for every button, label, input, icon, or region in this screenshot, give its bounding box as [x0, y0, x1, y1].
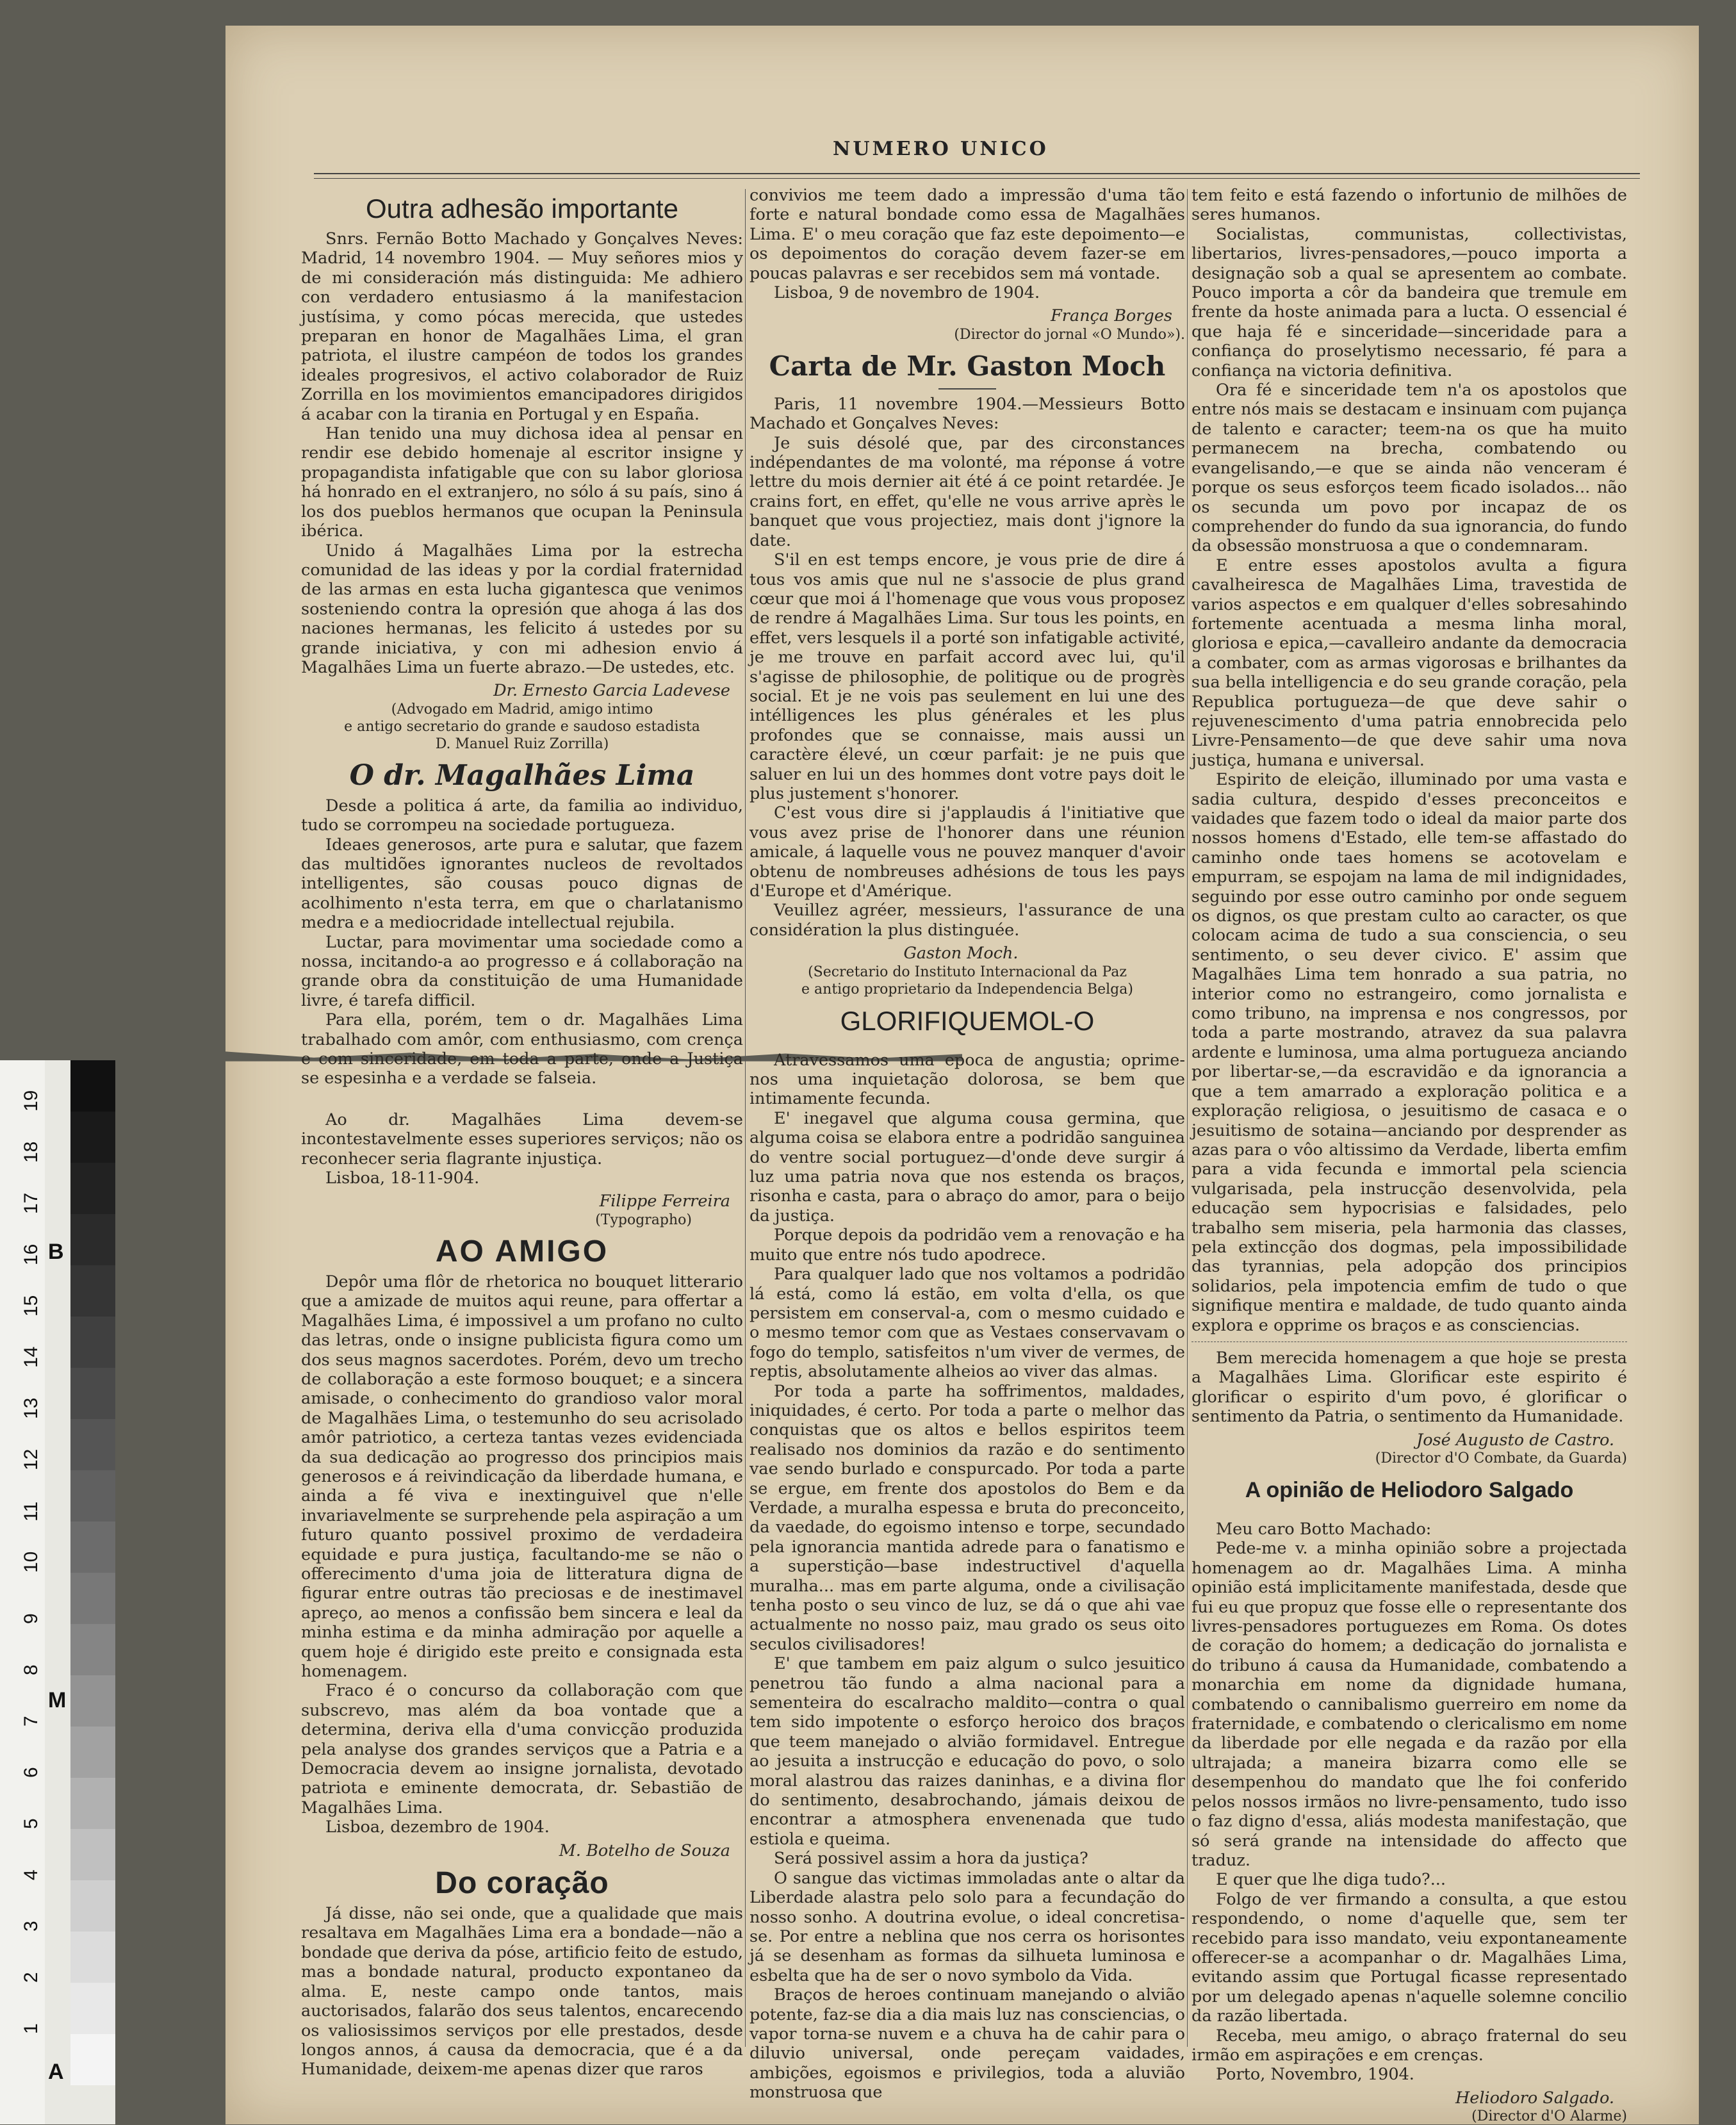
paragraph: Socialistas, communistas, collectivistas, libertarios, livres-pensadores,—pouco importa a designação sob a qual se apresentem ao combate. Pouco importa a côr da bandeira que tremule em frente da hoste animada para a lucta. O essencial é que haja fé e sinceridade—sinceridade para a confiança do proselytismo necessario, fé para a confiança na victoria definitiva.: [1191, 224, 1627, 381]
paragraph: Ao dr. Magalhães Lima devem-se incontestavelmente esses superiores serviços; não os reconhecer seria flagrante injustiça.: [301, 1110, 743, 1169]
paragraph: Snrs. Fernão Botto Machado y Gonçalves Neves: Madrid, 14 novembro 1904. — Muy señores mios y de mi consideración más distinguida: Me adhiero con verdadero entusiasmo á la manifestacion justísima, y como pócas merecida, que ustedes preparan en honor de Magalhães Lima, el gran patriota, el ilustre campéon de todos los grandes ideales progresivos, el activo colaborador de Ruiz Zorrilla en los movimientos emancipadores dirigidos á acabar con la tirania en Portugal y en España.: [301, 229, 743, 424]
column-divider: [745, 189, 746, 2047]
signature-note: (Director d'O Alarme): [1471, 2108, 1627, 2125]
signature-note: (Director d'O Combate, da Guarda): [1375, 1450, 1627, 1466]
signature-note: (Advogado em Madrid, amigo intimo: [391, 701, 653, 718]
dateline: Lisboa, 18-11-904.: [325, 1169, 480, 1188]
ruler-number: 19: [20, 1090, 42, 1112]
paragraph: Ora fé e sinceridade tem n'a os apostolos que entre nós mais se destacam e insinuam com pujança de talento e caracter; teem-na os que ha muito permanecem na brecha, combatendo ou evangelisando,—e que se ainda não venceram é porque os seus esforços teem ficado isolados... não os secunda um povo por incapaz de os comprehender do fundo da sua ignorancia, do fundo da obsessão monstruosa a que o condemnaram.: [1191, 381, 1627, 556]
column-3: [1191, 186, 1627, 2125]
ruler-number: 16: [20, 1243, 42, 1265]
paragraph: C'est vous dire si j'applaudis á l'initiative que vous avez prise de l'honorer dans une réunion amicale, á laquelle vous ne pouvez manquer d'avoir obtenu de nombreuses adhésions de tous les pays d'Europe et d'Amérique.: [749, 803, 1185, 901]
signature: M. Botelho de Souza: [559, 1841, 730, 1860]
paragraph: Paris, 11 novembre 1904.—Messieurs Botto Machado et Gonçalves Neves:: [749, 394, 1185, 434]
paragraph: Para qualquer lado que nos voltamos a podridão lá está, como lá estão, em volta d'ella, os que persistem em conserval-a, com o mesmo cuidado e o mesmo temor com que as Vestaes conservavam o fogo do templo, satisfeitos n'um viver de vermes, de reptis, absolutamente alheios ao viver das almas.: [749, 1265, 1185, 1382]
paragraph: Espirito de eleição, illuminado por uma vasta e sadia cultura, despido d'esses preconceitos e vaidades que fazem todo o ideal da maior parte dos nossos homens d'Estado, elle tem-se affastado do caminho onde taes homens se acotovelam e empurram, se espojam na lama de mil indignidades, seguindo por esse outro caminho por onde seguem os dignos, os que prestam culto ao caracter, os que colocam acima de tudo a sua consciencia, o seu sentimento, o seu dever civico. E' assim que Magalhães Lima tem honrado a sua patria, no interior como no estrangeiro, como jornalista e como tribuno, na imprensa e nos congressos, por toda a parte mostrando, atravez da sua palavra ardente e luminosa, uma alma portugueza anciando por libertar-se,—da escravidão e da ignorancia a que a tem amarrado a exploração politica e a exploração religiosa, o jesuitismo de casaca e o jesuitismo de sotaina—anciando por desprender as azas para o vôo altissimo da Verdade, liberta emfim para a vida fecunda e immortal pela sciencia vulgarisada, pela instrucção desenvolvida, pela educação sem hypocrisias e falsidades, pelo trabalho sem miseria, pela harmonia das classes, pela extincção dos dogmas, pela impossibilidade das tyrannias, pela adopção dos principios solidarios, pela impotencia emfim de tudo o que signifique mentira e maldade, de tudo quanto ainda explora e opprime os braços e as consciencias.: [1191, 770, 1627, 1335]
paragraph: Pede-me v. a minha opinião sobre a projectada homenagem ao dr. Magalhães Lima. A minha opinião está implicitamente manifestada, desde que fui eu que propuz que fosse elle o representante dos livres-pensadores portuguezes em Roma. Os dotes de coração do homem; a dedicação do jornalista e do tribuno á causa da Humanidade, combatendo a monarchia em nome da dignidade humana, combatendo o cannibalismo guerreiro em nome da fraternidade, e combatendo o clericalismo em nome da liberdade por elle negada e da razão por ella ultrajada; a maneira bizarra como elle se desempenhou do mandato que lhe foi conferido pelos nossos irmãos no livre-pensamento, tudo isso o faz digno d'essa, aliás modesta manifestação, que só será grande na intensidade do affecto que traduz.: [1191, 1539, 1627, 1870]
masthead: NUMERO UNICO: [833, 138, 1049, 160]
signature-note: D. Manuel Ruiz Zorrilla): [435, 735, 609, 752]
article-title: Do coração: [435, 1866, 609, 1901]
signature: Filippe Ferreira: [599, 1192, 730, 1211]
paragraph: E' inegavel que alguma cousa germina, que alguma coisa se elabora entre a podridão sanguinea do ventre social portuguez—d'onde deve surgir á luz uma patria nova que nos estenda os braços, risonha e casta, para o abraço do amor, para o beijo da justiça.: [749, 1108, 1185, 1226]
ruler-letter: M: [48, 1688, 67, 1712]
paragraph: Já disse, não sei onde, que a qualidade que mais resaltava em Magalhães Lima era a bondade—não a bondade que deriva da póse, artificio feito de estudo, mas a bondade natural, producto expontaneo da alma. E, neste campo onde tantos, mais auctorisados, falarão dos seus talentos, encarecendo os valiosissimos serviços por elle prestados, desde longos annos, á causa da democracia, que é a da Humanidade, deixem-me apenas dizer que raros: [301, 1904, 743, 2080]
paragraph: tem feito e está fazendo o infortunio de milhões de seres humanos.: [1191, 186, 1627, 225]
paragraph: Han tenido una muy dichosa idea al pensar en rendir ese debido homenaje al escritor insigne y propagandista infatigable que con su labor gloriosa há honrado en el extranjero, no sólo á su país, sino á los dos pueblos hermanos que ocupan la Peninsula ibérica.: [301, 424, 743, 541]
paragraph: E entre esses apostolos avulta a figura cavalheiresca de Magalhães Lima, travestida de varios aspectos e em qualquer d'elles sobresahindo fortemente acentuada a mesma linha moral, gloriosa e epica,—cavalleiro andante da democracia a combater, com as armas vigorosas e brilhantes da sua bella intelligencia e do seu grande coração, pela Republica portugueza—de que deve sahir o rejuvenescimento d'uma patria ennobrecida pelo Livre-Pensamento—de que deve sahir uma nova justiça, humana e universal.: [1191, 555, 1628, 770]
paragraph: O sangue das victimas immoladas ante o altar da Liberdade alastra pelo solo para a fecundação do nosso sonho. A doutrina evolue, o ideal concretisa-se. Por entre a neblina que nos cerra os horisontes já se desenham as formas da silhueta luminosa e esbelta que ha de ser o novo symbolo da Vida.: [749, 1868, 1185, 1985]
title-rule: [938, 388, 996, 390]
signature-note: (Typographo): [595, 1211, 692, 1228]
paragraph: Receba, meu amigo, o abraço fraternal do seu irmão em aspirações e em crenças.: [1191, 2026, 1627, 2065]
calibration-ruler: [0, 1060, 115, 2124]
section-separator: [1191, 1341, 1627, 1342]
paragraph: Ideaes generosos, arte pura e salutar, que fazem das multidões ignorantes nucleos de revoltados intelligentes, são cousas pouco dignas de acolhimento n'esta terra, em que o charlatanismo medra e a mediocridade intellectual rejubila.: [301, 835, 743, 933]
article-title: GLORIFIQUEMOL-O: [840, 1005, 1095, 1036]
paragraph: Por toda a parte ha soffrimentos, maldades, iniquidades, é certo. Por toda a parte o melhor das conquistas que os altos e bellos espiritos teem realisado nos dominios da razão e do sentimento vae sendo burlado e conspurcado. Por toda a parte se ergue, em frente dos apostolos do Bem e da Verdade, a muralha espessa e bruta do preconceito, da vaedade, do egoismo intenso e torpe, secundado pela ignorancia mantida adrede para o fanatismo e a superstição—base indestructivel d'aquella muralha... mas em parte alguma, onde a civilisação tenha posto o seu vinco de luz, se dá o que ahi vae actualmente no nosso paiz, mau grado os seus oito seculos civilisadores!: [749, 1381, 1185, 1654]
ruler-number: 2: [20, 1972, 42, 1983]
article-title: O dr. Magalhães Lima: [349, 759, 695, 792]
ruler-letter: B: [48, 1240, 64, 1264]
ruler-number: 6: [20, 1767, 42, 1778]
ruler-letter: A: [48, 2060, 64, 2084]
signature-note: (Director do jornal «O Mundo»).: [954, 326, 1185, 343]
article-title: Carta de Mr. Gaston Moch: [769, 350, 1166, 382]
ruler-number: 3: [20, 1921, 42, 1932]
paragraph: Atravessamos uma epoca de angustia; oprime-nos uma inquietação dolorosa, se bem que intimamente fecunda.: [749, 1050, 1185, 1109]
ruler-number: 15: [20, 1295, 42, 1317]
paragraph: Meu caro Botto Machado:: [1216, 1520, 1432, 1539]
paragraph: Je suis désolé que, par des circonstances indépendantes de ma volonté, ma réponse á votre lettre du mois dernier ait été á ce point retardée. Je crains fort, en effet, qu'elle ne vous arrive après le banquet que vous projectiez, mais dont j'ignore la date.: [749, 433, 1185, 550]
paragraph: E quer que lhe diga tudo?...: [1216, 1870, 1446, 1890]
paragraph: Desde a politica á arte, da familia ao individuo, tudo se corrompeu na sociedade portugueza.: [301, 796, 743, 835]
paragraph: Depôr uma flôr de rhetorica no bouquet litterario que a amizade de muitos aqui reune, para offertar a Magalhães Lima, é impossivel a um profano no culto das letras, onde o insigne publicista figura como um dos seus magnos sacerdotes. Porém, devo um trecho de collaboração a este formoso bouquet; e a sincera amisade, o conhecimento do grandioso valor moral de Magalhães Lima, o testemunho do seu acrisolado amôr patriotico, a certeza tantas vezes evidenciada da sua dedicação ao progresso dos principios mais generosos e á reivindicação da liberdade humana, e ainda a fé viva e inextinguivel que n'elle invariavelmente se surprehende pela aspiração a um futuro quanto possivel proximo de verdadeira equidade e pura justiça, facultando-me se não o offerecimento d'uma joia de litteratura digna de figurar entre outras tão preciosas e de inestimavel apreço, ao menos a confissão bem sincera e leal da minha estima e da minha admiração por aquelle a quem hoje é dirigido este preito e consignada esta homenagem.: [301, 1272, 743, 1681]
dateline: Lisboa, dezembro de 1904.: [325, 1817, 550, 1837]
signature-note: e antigo secretario do grande e saudoso estadista: [344, 718, 700, 735]
ruler-number: 5: [20, 1818, 42, 1829]
signature: França Borges: [1051, 306, 1172, 326]
ruler-number: 1: [20, 2023, 42, 2034]
ruler-number: 17: [20, 1192, 42, 1214]
dateline: Porto, Novembro, 1904.: [1216, 2065, 1414, 2085]
column-divider: [1187, 189, 1188, 2047]
signature: Dr. Ernesto Garcia Ladevese: [493, 681, 730, 701]
header-rule: [314, 173, 1640, 179]
paragraph: S'il en est temps encore, je vous prie de dire á tous vos amis que nul ne s'associe de plus grand cœur que moi á l'homenage que vous vous proposez de rendre á Magalhães Lima. Sur tous les points, en effet, vers lesquels il a porté son infatigable activité, je me trouve en parfait accord avec lui, qu'il s'agisse de philosophie, de politique ou de progrès social. Et je ne vois pas seulement en lui une des intélligences les plus générales et les plus profondes que se connaisse, mais aussi un caractère élevé, un cœur parfait: je ne puis que saluer en lui un des hommes dont votre pays doit le plus justement s'honorer.: [749, 550, 1185, 803]
ruler-number: 8: [20, 1664, 42, 1675]
article-title: Outra adhesão importante: [366, 193, 678, 224]
paragraph: Folgo de ver firmando a consulta, a que estou respondendo, o nome d'aquelle que, sem ter recebido para isso mandato, veiu expontaneamente offerecer-se a acompanhar o dr. Magalhães Lima, evitando assim que Portugal ficasse representado por um delegado apenas n'aquelle solemne concilio da razão libertada.: [1191, 1889, 1627, 2026]
paragraph: Para ella, porém, tem o dr. Magalhães Lima trabalhado com amôr, com enthusiasmo, com crença e com sinceridade, em toda a parte, onde a Justiça se espesinha e a verdade se falseia.: [301, 1010, 743, 1088]
paragraph: Bem merecida homenagem a que hoje se presta a Magalhães Lima. Glorificar este espirito é glorificar o espirito d'um povo, é glorificar o sentimento da Patria, o sentimento da Humanidade.: [1191, 1348, 1627, 1427]
ruler-number: 14: [20, 1346, 42, 1368]
column-2: [749, 186, 1185, 2103]
signature: José Augusto de Castro.: [1416, 1430, 1614, 1450]
signature: Heliodoro Salgado.: [1455, 2088, 1614, 2108]
paragraph: Veuillez agréer, messieurs, l'assurance de una considération la plus distinguée.: [749, 901, 1185, 940]
signature-note: e antigo proprietario da Independencia Belga): [801, 981, 1133, 997]
signature-note: (Secretario do Instituto Internacional da Paz: [808, 964, 1127, 980]
ruler-scale: [0, 1060, 45, 2124]
ruler-number: 13: [20, 1397, 42, 1419]
ruler-number: 9: [20, 1613, 42, 1624]
paragraph: E' que tambem em paiz algum o sulco jesuitico penetrou tão fundo a alma nacional para a sementeira do escalracho maldito—contra o qual tem sido impotente o esforço heroico dos braços que teem manejado o alvião formidavel. Entregue ao jesuita a instrucção e educação do povo, o solo moral alastrou das raizes daninhas, e a divina flor do sentimento, desabrochando, jámais deixou de encontrar a atmosphera envenenada que tudo estiola e queima.: [749, 1654, 1185, 1849]
paragraph: Porque depois da podridão vem a renovação e ha muito que entre nós tudo apodrece.: [749, 1226, 1185, 1265]
ruler-number: 11: [20, 1501, 42, 1522]
dateline: Lisboa, 9 de novembro de 1904.: [774, 283, 1040, 303]
ruler-number: 10: [20, 1551, 42, 1573]
paragraph: Será possivel assim a hora da justiça?: [774, 1849, 1088, 1869]
column-1: [301, 186, 743, 2080]
signature: Gaston Moch.: [903, 944, 1019, 964]
paragraph: Luctar, para movimentar uma sociedade como a nossa, incitando-a ao progresso e á collaboração na grande obra da constituição de uma Humanidade livre, é tarefa difficil.: [301, 932, 743, 1010]
article-title: AO AMIGO: [435, 1234, 609, 1268]
paragraph: Unido á Magalhães Lima por la estrecha comunidad de las ideas y por la cordial fraternidad de las armas en esta lucha gigantesca que venimos sosteniendo contra la opresión que ahoga á las dos naciones hermanas, les felicito á ustedes por su grande iniciativa, y con mi adhesion envio á Magalhães Lima un fuerte abrazo.—De ustedes, etc.: [301, 541, 743, 677]
ruler-number: 12: [20, 1448, 42, 1470]
paragraph: Braços de heroes continuam manejando o alvião potente, faz-se dia a dia mais luz nas consciencias, o vapor torna-se nuvem e a chuva ha de cahir para o diluvio universal, onde pereçam vaidades, ambições, egoismos e privilegios, toda a aluvião monstruosa que: [749, 1985, 1185, 2103]
ruler-number: 7: [20, 1716, 42, 1727]
ruler-number: 4: [20, 1869, 42, 1880]
article-title: A opinião de Heliodoro Salgado: [1245, 1478, 1574, 1502]
paragraph: convivios me teem dado a impressão d'uma tão forte e natural bondade como essa de Magalhães Lima. E' o meu coração que faz este depoimento—e os depoimentos do coração devem fazer-se em poucas palavras e ser recebidos sem má vontade.: [749, 186, 1185, 283]
paragraph: Fraco é o concurso da collaboração com que subscrevo, mas além da boa vontade que a determina, deriva ella d'uma convicção produzida pela analyse dos grandes serviços que a Patria e a Democracia devem ao insigne jornalista, devotado patriota e eminente democrata, dr. Sebastião de Magalhães Lima.: [301, 1681, 743, 1817]
ruler-number: 18: [20, 1141, 42, 1163]
gray-patches: [70, 1060, 115, 2124]
